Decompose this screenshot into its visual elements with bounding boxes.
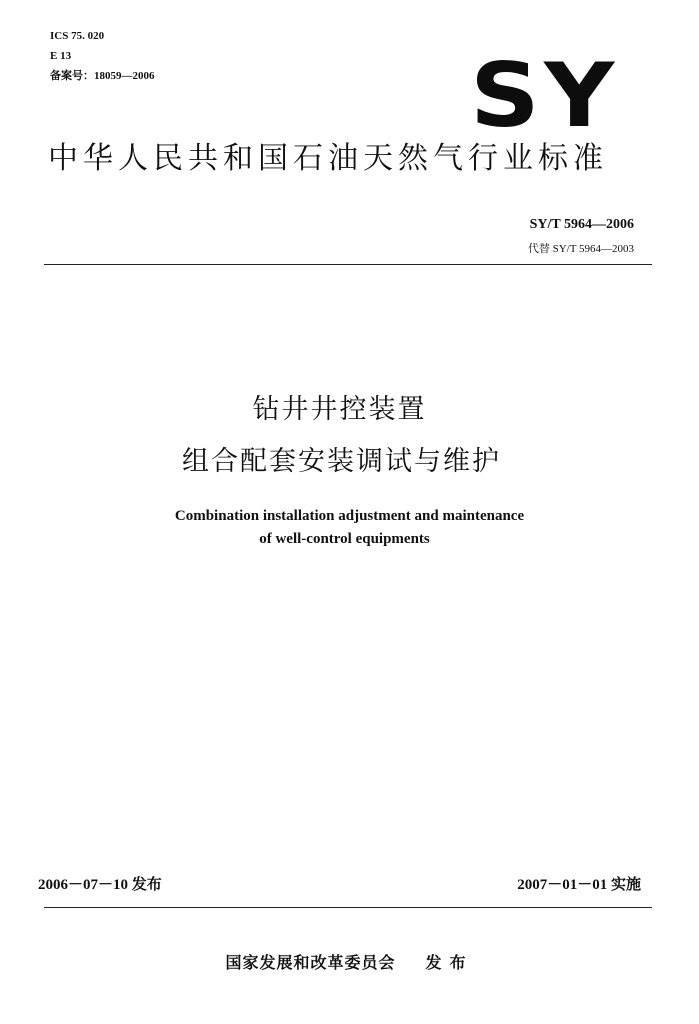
title-cn-line2: 组合配套安装调试与维护 — [182, 446, 501, 477]
issuer-name: 国家发展和改革委员会 — [225, 953, 396, 972]
issue-date: 2006－07－10 发布 — [38, 877, 162, 893]
divider-bottom — [44, 907, 652, 908]
title-en-line1: Combination installation adjustment and maintenance — [174, 508, 525, 524]
sy-logo: SY — [470, 44, 619, 147]
divider-top — [44, 264, 652, 265]
record-number: 备案号：18059—2006 — [50, 70, 155, 82]
title-cn-line1: 钻井井控装置 — [252, 394, 427, 425]
title-en-line2: of well-control equipments — [259, 531, 430, 547]
standard-category: 中华人民共和国石油天然气行业标准 — [48, 141, 608, 176]
classification-code: E 13 — [50, 50, 72, 62]
issuer-row — [0, 955, 699, 971]
effective-date: 2007－01－01 实施 — [517, 877, 641, 893]
replaces-code: 代替 SY/T 5964—2003 — [527, 243, 634, 255]
ics-code: ICS 75. 020 — [50, 30, 105, 42]
standard-code: SY/T 5964—2006 — [529, 217, 634, 232]
issuer-action: 发布 — [425, 953, 474, 972]
